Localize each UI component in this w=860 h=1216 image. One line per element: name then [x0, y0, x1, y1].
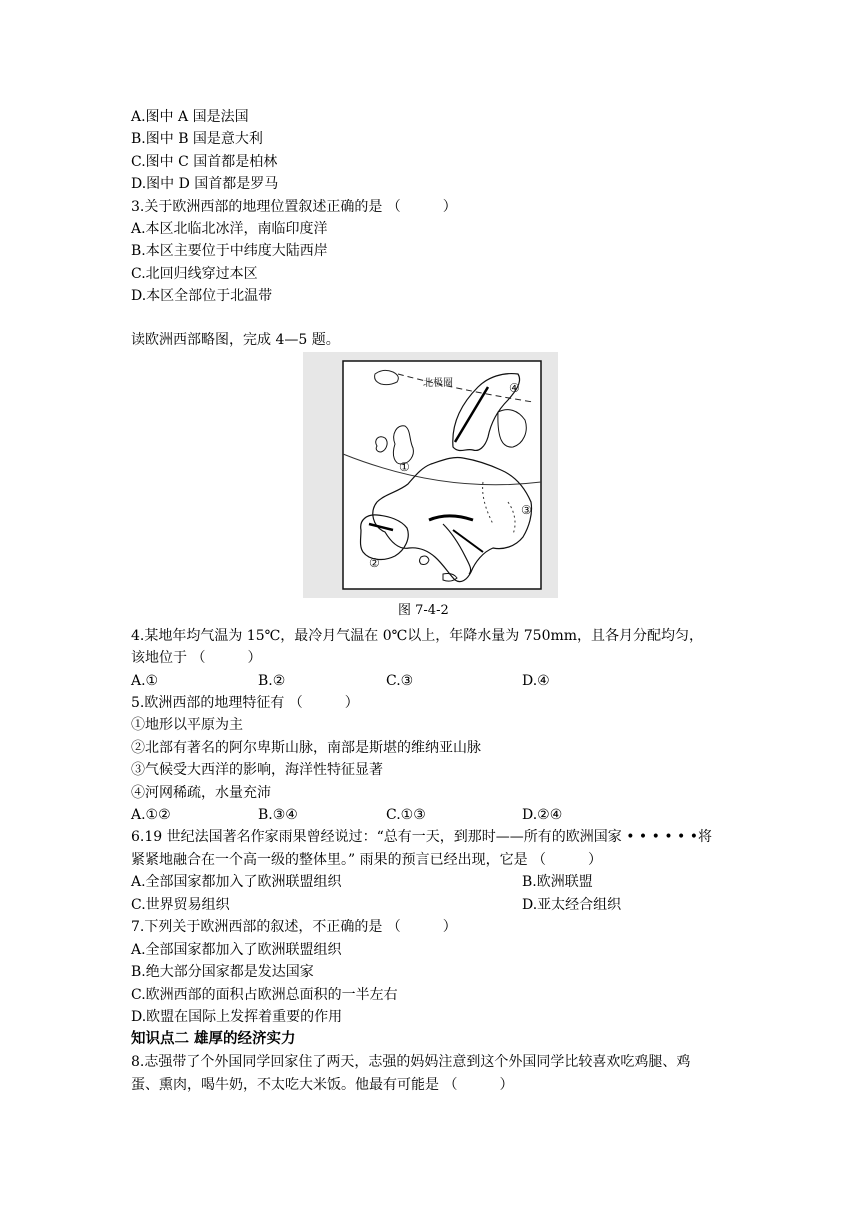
q6-option-c: C.世界贸易组织: [131, 897, 230, 913]
q5-option-c: C.①③: [386, 807, 426, 823]
marker-3: ③: [521, 503, 532, 517]
q2-option-d: D.图中 D 国首都是罗马: [131, 176, 279, 192]
q5-statement-2: ②北部有著名的阿尔卑斯山脉，南部是斯堪的维纳亚山脉: [131, 740, 481, 756]
q4-stem-line2: 该地位于 （ ）: [131, 650, 262, 666]
marker-2: ②: [369, 556, 380, 570]
q3-option-a: A.本区北临北冰洋，南临印度洋: [131, 221, 328, 237]
q3-stem: 3.关于欧洲西部的地理位置叙述正确的是 （ ）: [131, 199, 457, 215]
q7-option-d: D.欧盟在国际上发挥着重要的作用: [131, 1009, 343, 1025]
marker-1: ①: [399, 460, 410, 474]
section-heading: 知识点二 雄厚的经济实力: [131, 1031, 296, 1047]
q4-option-c: C.③: [386, 673, 414, 689]
q6-option-d: D.亚太经合组织: [522, 897, 622, 913]
q6-stem-line2: 紧紧地融合在一个高一级的整体里。” 雨果的预言已经出现，它是 （ ）: [131, 852, 603, 868]
map-figure: [303, 352, 558, 598]
q5-option-a: A.①②: [131, 807, 171, 823]
q4-option-d: D.④: [522, 673, 550, 689]
marker-4: ④: [509, 381, 520, 395]
q4-option-b: B.②: [258, 673, 286, 689]
arctic-circle-label: 北极圈: [423, 378, 453, 389]
q7-option-b: B.绝大部分国家都是发达国家: [131, 964, 314, 980]
q4-option-a: A.①: [131, 673, 159, 689]
q8-stem-line2: 蛋、熏肉，喝牛奶，不太吃大米饭。他最有可能是 （ ）: [131, 1077, 514, 1093]
q2-option-c: C.图中 C 国首都是柏林: [131, 154, 278, 170]
q4-stem-line1: 4.某地年均气温为 15℃，最冷月气温在 0℃以上，年降水量为 750mm，且各月分配均匀，: [131, 628, 704, 644]
q5-stem: 5.欧洲西部的地理特征有 （ ）: [131, 695, 359, 711]
q5-statement-3: ③气候受大西洋的影响，海洋性特征显著: [131, 762, 383, 778]
q7-option-a: A.全部国家都加入了欧洲联盟组织: [131, 942, 342, 958]
q2-option-b: B.图中 B 国是意大利: [131, 131, 263, 147]
q8-stem-line1: 8.志强带了个外国同学回家住了两天，志强的妈妈注意到这个外国同学比较喜欢吃鸡腿、鸡: [131, 1054, 691, 1070]
q7-stem: 7.下列关于欧洲西部的叙述，不正确的是 （ ）: [131, 919, 457, 935]
q5-option-b: B.③④: [258, 807, 298, 823]
q5-statement-1: ①地形以平原为主: [131, 717, 243, 733]
q7-option-c: C.欧洲西部的面积占欧洲总面积的一半左右: [131, 987, 398, 1003]
q3-option-c: C.北回归线穿过本区: [131, 266, 258, 282]
europe-west-map: [303, 352, 558, 598]
q6-option-a: A.全部国家都加入了欧洲联盟组织: [131, 874, 342, 890]
q5-statement-4: ④河网稀疏，水量充沛: [131, 785, 271, 801]
q2-option-a: A.图中 A 国是法国: [131, 109, 249, 125]
q6-stem-line1: 6.19 世纪法国著名作家雨果曾经说过：“总有一天，到那时——所有的欧洲国家 • • • • • •将: [131, 829, 713, 845]
q6-option-b: B.欧洲联盟: [522, 874, 593, 890]
q3-option-b: B.本区主要位于中纬度大陆西岸: [131, 243, 328, 259]
q5-option-d: D.②④: [522, 807, 563, 823]
q3-option-d: D.本区全部位于北温带: [131, 288, 273, 304]
figure-caption: 图 7-4-2: [398, 603, 449, 618]
map-intro: 读欧洲西部略图，完成 4—5 题。: [131, 332, 340, 348]
